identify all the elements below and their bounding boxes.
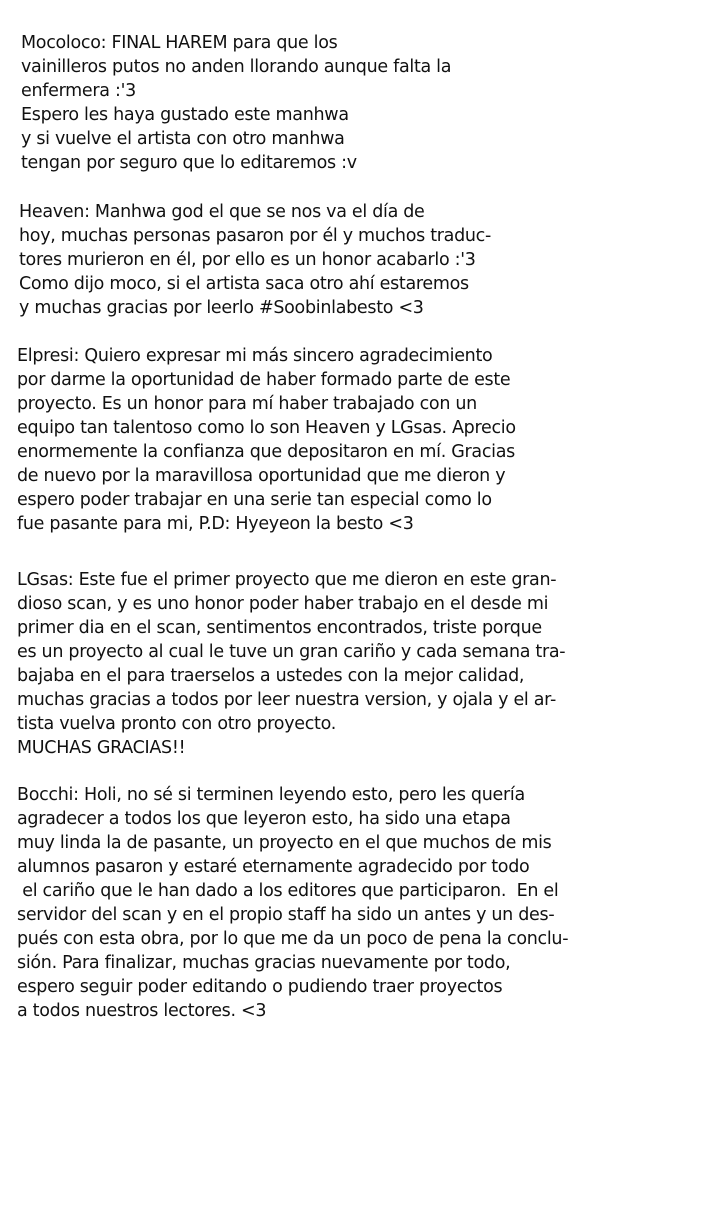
note-line: tista vuelva pronto con otro proyecto. [17,714,336,734]
note-line: LGsas: Este fue el primer proyecto que me dieron en este gran- [17,570,557,590]
note-line: sión. Para finalizar, muchas gracias nuevamente por todo, [17,953,511,973]
note-line: agradecer a todos los que leyeron esto, ha sido una etapa [17,809,511,829]
note-line: hoy, muchas personas pasaron por él y muchos traduc- [19,226,492,246]
note-line: Elpresi: Quiero expresar mi más sincero agradecimiento [17,346,493,366]
note-line: y muchas gracias por leerlo #Soobinlabesto <3 [19,298,424,318]
note-line: el cariño que le han dado a los editores que participaron. En el [17,881,559,901]
note-line: Bocchi: Holi, no sé si terminen leyendo esto, pero les quería [17,785,525,805]
note-line: alumnos pasaron y estaré eternamente agradecido por todo [17,857,530,877]
note-line: Como dijo moco, si el artista saca otro ahí estaremos [19,274,469,294]
note-line: muchas gracias a todos por leer nuestra version, y ojala y el ar- [17,690,556,710]
note-line: Heaven: Manhwa god el que se nos va el día de [19,202,425,222]
note-line: por darme la oportunidad de haber formado parte de este [17,370,511,390]
note-line: espero poder trabajar en una serie tan especial como lo [17,490,492,510]
note-line: bajaba en el para traerselos a ustedes con la mejor calidad, [17,666,525,686]
note-line: equipo tan talentoso como lo son Heaven y LGsas. Aprecio [17,418,516,438]
note-line: de nuevo por la maravillosa oportunidad que me dieron y [17,466,506,486]
note-line: proyecto. Es un honor para mí haber trabajado con un [17,394,477,414]
note-line: primer dia en el scan, sentimentos encontrados, triste porque [17,618,542,638]
note-line: muy linda la de pasante, un proyecto en el que muchos de mis [17,833,552,853]
note-line: vainilleros putos no anden llorando aunque falta la [21,57,452,77]
note-line: servidor del scan y en el propio staff ha sido un antes y un des- [17,905,555,925]
note-line: MUCHAS GRACIAS!! [17,738,186,758]
note-line: Mocoloco: FINAL HAREM para que los [21,33,338,53]
note-line: y si vuelve el artista con otro manhwa [21,129,345,149]
note-line: dioso scan, y es uno honor poder haber trabajo en el desde mi [17,594,549,614]
note-line: es un proyecto al cual le tuve un gran cariño y cada semana tra- [17,642,566,662]
note-line: enormemente la confianza que depositaron en mí. Gracias [17,442,515,462]
note-line: pués con esta obra, por lo que me da un poco de pena la conclu- [17,929,569,949]
note-line: espero seguir poder editando o pudiendo traer proyectos [17,977,503,997]
note-line: tores murieron en él, por ello es un honor acabarlo :'3 [19,250,476,270]
note-line: a todos nuestros lectores. <3 [17,1001,267,1021]
note-line: tengan por seguro que lo editaremos :v [21,153,357,173]
note-line: fue pasante para mi, P.D: Hyeyeon la besto <3 [17,514,414,534]
note-line: enfermera :'3 [21,81,136,101]
note-line: Espero les haya gustado este manhwa [21,105,349,125]
